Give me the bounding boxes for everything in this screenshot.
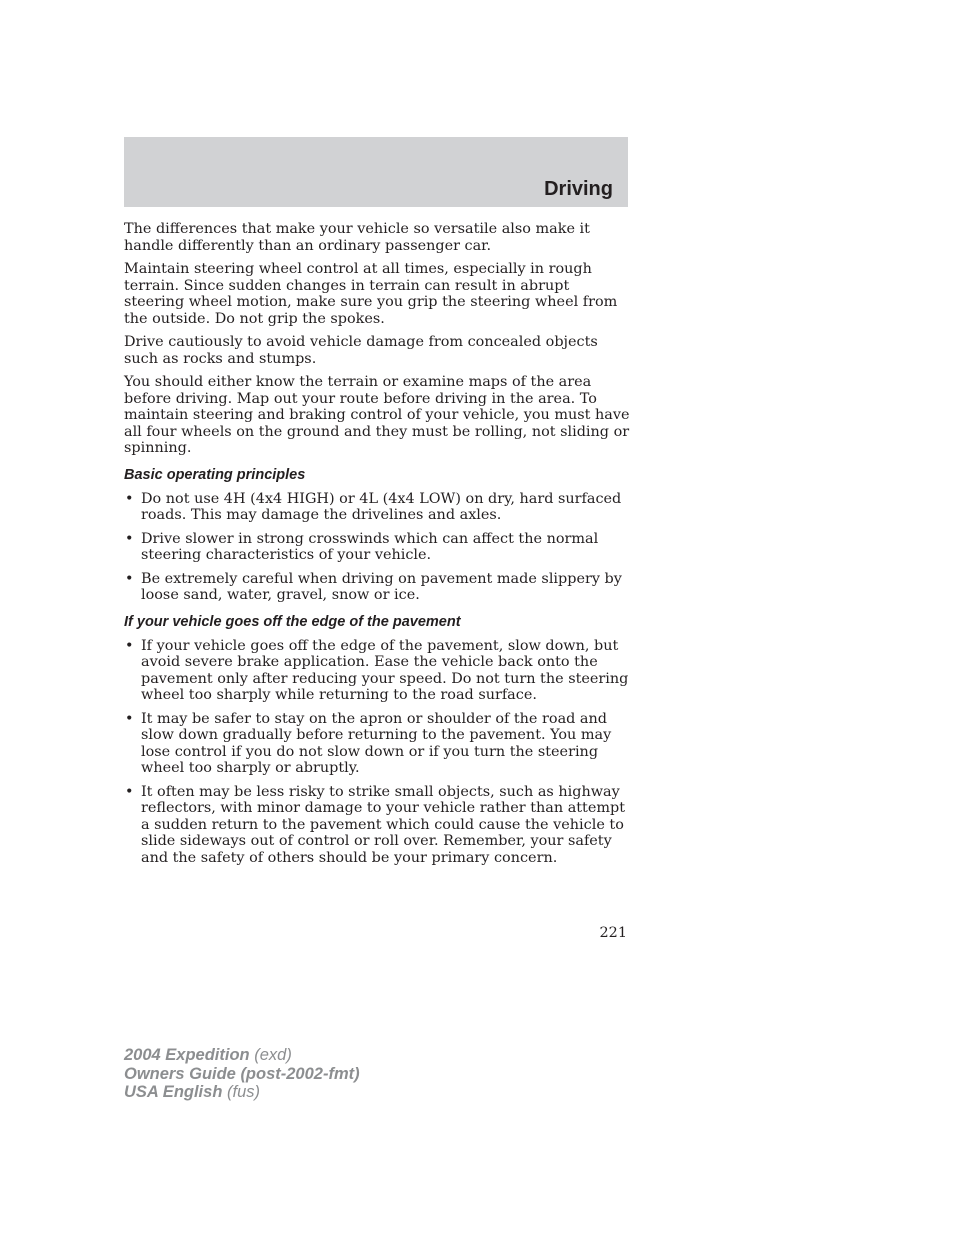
bullet-icon: •	[125, 570, 134, 587]
list-item-text: Be extremely careful when driving on pavement made slippery by loose sand, water, gravel, snow or ice.	[141, 570, 622, 603]
list-item-text: Do not use 4H (4x4 HIGH) or 4L (4x4 LOW) on dry, hard surfaced roads. This may damage the drivelines and axles.	[141, 490, 622, 523]
list-item	[124, 571, 630, 604]
intro-paragraph: You should either know the terrain or examine maps of the area before driving. Map out your route before driving in the area. To maintain steering and braking control of your vehicle, you must have all four wheels on the ground and they must be rolling, not sliding or spinning.	[124, 374, 630, 456]
bullet-list-off-pavement	[124, 638, 630, 867]
footer-language: USA English	[124, 1083, 223, 1101]
bullet-icon: •	[125, 710, 134, 727]
intro-paragraph: Maintain steering wheel control at all times, especially in rough terrain. Since sudden changes in terrain can result in abrupt steering wheel motion, make sure you grip the steering wheel from the outside. Do not grip the spokes.	[124, 261, 618, 327]
footer-model-name: 2004 Expedition	[124, 1046, 250, 1064]
list-item	[124, 491, 630, 524]
bullet-icon: •	[125, 530, 134, 547]
page-content	[124, 221, 630, 873]
list-item	[124, 638, 630, 704]
section-header-band	[124, 137, 628, 207]
subheading-basic-operating-principles: Basic operating principles	[124, 466, 306, 483]
footer-line-guide	[124, 1065, 360, 1084]
list-item	[124, 531, 630, 564]
intro-paragraph: Drive cautiously to avoid vehicle damage from concealed objects such as rocks and stumps.	[124, 334, 598, 367]
list-item-text: If your vehicle goes off the edge of the pavement, slow down, but avoid severe brake application. Ease the vehicle back onto the pavement only after reducing your speed. Do not turn the steering wheel too sharply while returning to the road surface.	[141, 637, 629, 703]
bullet-icon: •	[125, 490, 134, 507]
page-number: 221	[599, 925, 627, 941]
bullet-icon: •	[125, 637, 134, 654]
list-item-text: It may be safer to stay on the apron or shoulder of the road and slow down gradually before returning to the pavement. You may lose control if you do not slow down or if you turn the steering wheel too sharply or abruptly.	[141, 710, 612, 776]
list-item	[124, 784, 630, 867]
intro-paragraph: The differences that make your vehicle so versatile also make it handle differently than an ordinary passenger car.	[124, 221, 590, 254]
footer-guide-name: Owners Guide (post-2002-fmt)	[124, 1064, 360, 1083]
footer-language-code: (fus)	[227, 1083, 260, 1101]
subheading-off-pavement: If your vehicle goes off the edge of the pavement	[124, 613, 461, 630]
section-title: Driving	[544, 178, 613, 200]
document-footer	[124, 1046, 360, 1102]
list-item-text: It often may be less risky to strike small objects, such as highway reflectors, with minor damage to your vehicle rather than attempt a sudden return to the pavement which could cause the vehicle to slide sideways out of control or roll over. Remember, your safety and the safety of others should be your primary concern.	[141, 783, 625, 866]
footer-model-code: (exd)	[254, 1046, 292, 1064]
bullet-icon: •	[125, 783, 134, 800]
list-item	[124, 711, 630, 777]
list-item-text: Drive slower in strong crosswinds which can affect the normal steering characteristics of your vehicle.	[141, 530, 599, 563]
footer-line-model	[124, 1046, 360, 1065]
bullet-list-basic-principles	[124, 491, 630, 604]
footer-line-language	[124, 1083, 360, 1102]
